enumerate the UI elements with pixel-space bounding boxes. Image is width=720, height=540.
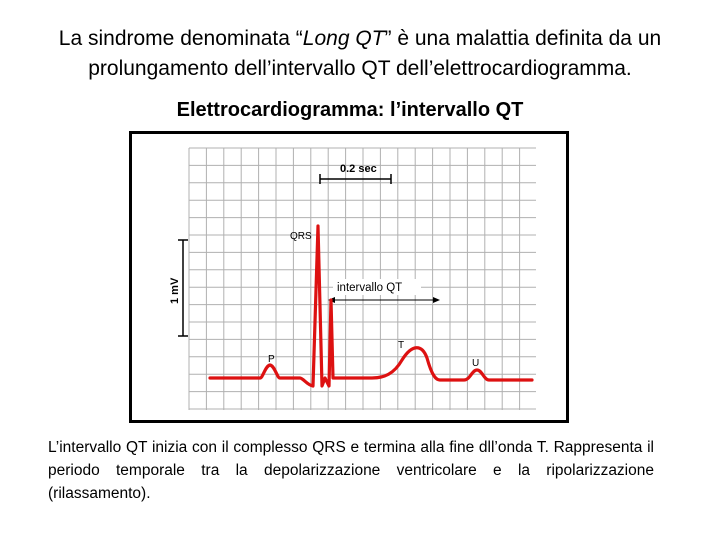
u-wave-label: U xyxy=(472,358,480,369)
ecg-figure xyxy=(129,131,569,423)
intro-text-start: La sindrome denominata “ xyxy=(58,27,303,50)
t-wave-label: T xyxy=(398,340,405,351)
qt-interval-arrow xyxy=(328,297,440,303)
ecg-heading: Elettrocardiogramma: l’intervallo QT xyxy=(176,99,524,121)
p-wave-label: P xyxy=(268,354,275,365)
ecg-diagram xyxy=(132,134,566,420)
qrs-label: QRS xyxy=(290,231,312,242)
qt-interval-label: intervallo QT xyxy=(337,282,403,294)
time-scale-label: 0.2 sec xyxy=(340,163,377,175)
caption-text: L’intervallo QT inizia con il complesso QRS e termina alla fine dll’onda T. Rappresenta il periodo temporale tra la depolarizzazione ventricolare e la ripolarizzazione (rilassamento). xyxy=(48,439,654,502)
voltage-scale-label: 1 mV xyxy=(169,277,181,304)
intro-text-italic: Long QT xyxy=(302,27,385,50)
intro-text-end: ” è una malattia definita da un prolungamento dell’intervallo QT dell’elettrocardiogramma. xyxy=(88,27,662,80)
intro-text xyxy=(0,24,720,84)
